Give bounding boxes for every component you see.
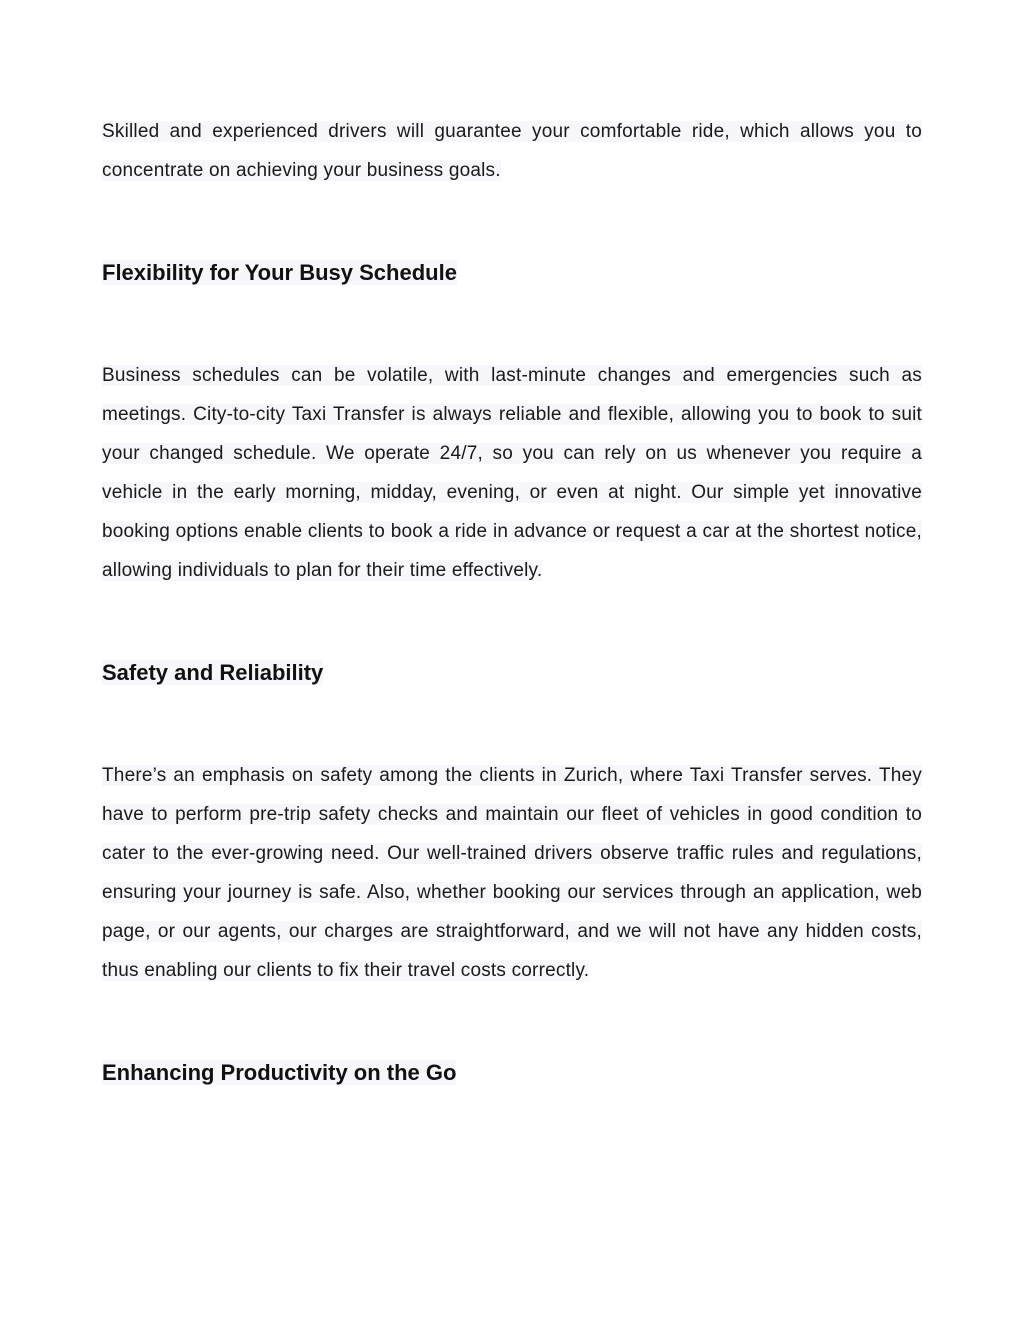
section-heading-flexibility (102, 258, 922, 288)
section-body-safety (102, 756, 922, 990)
section-heading-safety-text: Safety and Reliability (102, 660, 324, 685)
section-heading-safety (102, 658, 922, 688)
section-body-flexibility (102, 356, 922, 590)
section-heading-flexibility-text: Flexibility for Your Busy Schedule (102, 260, 457, 285)
document-page (102, 112, 922, 1088)
section-body-flexibility-text: Business schedules can be volatile, with last-minute changes and emergencies such as meetings. City-to-city Taxi Transfer is always reliable and flexible, allowing you to book to suit your changed schedule. We operate 24/7, so you can rely on us whenever you require a vehicle in the early morning, midday, evening, or even at night. Our simple yet innovative booking options enable clients to book a ride in advance or request a car at the shortest notice, allowing individuals to plan for their time effectively. (102, 365, 922, 581)
section-body-safety-text: There’s an emphasis on safety among the clients in Zurich, where Taxi Transfer serves. They have to perform pre-trip safety checks and maintain our fleet of vehicles in good condition to cater to the ever-growing need. Our well-trained drivers observe traffic rules and regulations, ensuring your journey is safe. Also, whether booking our services through an application, web page, or our agents, our charges are straightforward, and we will not have any hidden costs, thus enabling our clients to fix their travel costs correctly. (102, 765, 922, 981)
section-heading-productivity (102, 1058, 922, 1088)
intro-paragraph (102, 112, 922, 190)
intro-paragraph-text: Skilled and experienced drivers will guarantee your comfortable ride, which allows you to concentrate on achieving your business goals. (102, 121, 922, 181)
section-heading-productivity-text: Enhancing Productivity on the Go (102, 1060, 457, 1085)
